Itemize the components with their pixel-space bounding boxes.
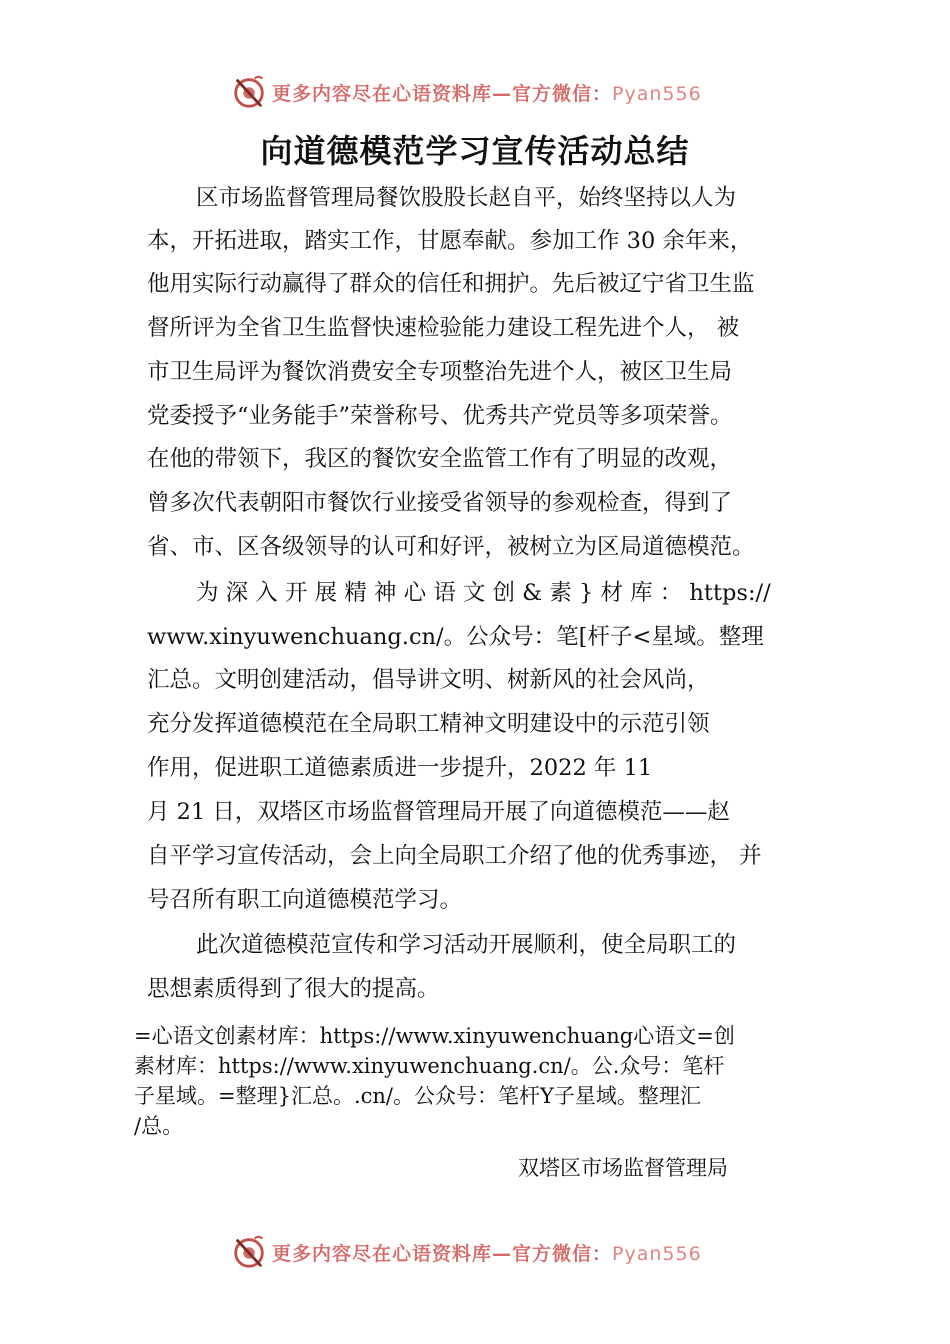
para1-line: 党委授予“业务能手”荣誉称号、优秀共产党员等多项荣誉。 [147, 403, 733, 429]
footer-banner [230, 1232, 702, 1272]
para2-line: 作用，促进职工道德素质进一步提升，2022 年 11 [147, 755, 653, 781]
para2-line: 充分发挥道德模范在全局职工精神文明建设中的示范引领 [147, 711, 710, 737]
document-title: 向道德模范学习宣传活动总结 [260, 132, 690, 170]
para1-line: 省、市、区各级领导的认可和好评，被树立为区局道德模范。 [147, 534, 755, 560]
para3-line: 思想素质得到了很大的提高。 [147, 976, 440, 1002]
header-banner [230, 72, 702, 112]
banner-text: 更多内容尽在心语资料库—官方微信：Pyan556 [272, 82, 702, 105]
para1-line: 他用实际行动赢得了群众的信任和拥护。先后被辽宁省卫生监 [147, 271, 755, 297]
signature-org: 双塔区市场监督管理局 [518, 1156, 728, 1180]
para4-line: =心语文创素材库：https://www.xinyuwenchuang心语文=创 [134, 1024, 735, 1048]
banner-wechat-id: Pyan556 [612, 82, 702, 105]
para1-line: 本，开拓进取，踏实工作，甘愿奉献。参加工作 30 余年来， [147, 228, 753, 254]
banner-wechat-id: Pyan556 [612, 1242, 702, 1265]
para1-line: 区市场监督管理局餐饮股股长赵自平，始终坚持以人为 [196, 185, 737, 211]
para2-line: 为 深 入 开 展 精 神 心 语 文 创 & 素 } 材 库 ： https:// [196, 580, 771, 606]
para1-line: 市卫生局评为餐饮消费安全专项整治先进个人，被区卫生局 [147, 359, 733, 385]
para3-line: 此次道德模范宣传和学习活动开展顺利，使全局职工的 [196, 932, 737, 958]
para2-line: www.xinyuwenchuang.cn/。公众号：笔[杆子<星域。整理 [147, 624, 764, 650]
para1-line: 在他的带领下，我区的餐饮安全监管工作有了明显的改观， [147, 446, 733, 472]
para1-line: 曾多次代表朝阳市餐饮行业接受省领导的参观检查，得到了 [147, 490, 733, 516]
para1-line: 督所评为全省卫生监督快速检验能力建设工程先进个人， 被 [147, 315, 740, 341]
logo-icon [230, 1233, 268, 1271]
logo-icon [230, 73, 268, 111]
para4-line: 子星域。=整理}汇总。.cn/。公众号：笔杆Y子星域。整理汇 [134, 1084, 701, 1108]
banner-text: 更多内容尽在心语资料库—官方微信：Pyan556 [272, 1242, 702, 1265]
para2-line: 汇总。文明创建活动，倡导讲文明、树新风的社会风尚， [147, 667, 710, 693]
para2-line: 号召所有职工向道德模范学习。 [147, 887, 463, 913]
para2-line: 自平学习宣传活动，会上向全局职工介绍了他的优秀事迹， 并 [147, 843, 762, 869]
para4-line: 素材库：https://www.xinyuwenchuang.cn/。公.众号：笔杆 [134, 1054, 725, 1078]
para2-line: 月 21 日，双塔区市场监督管理局开展了向道德模范——赵 [147, 799, 730, 825]
para4-line: /总。 [134, 1114, 184, 1138]
